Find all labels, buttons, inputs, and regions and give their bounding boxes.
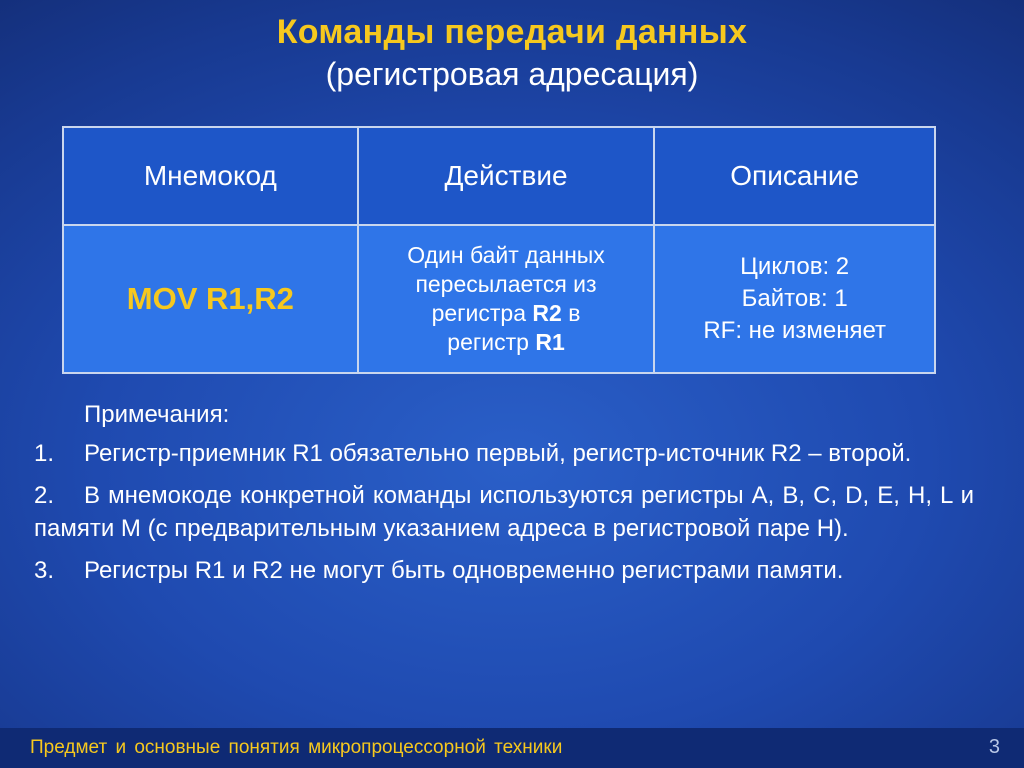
desc-cycles: Циклов: 2	[740, 253, 850, 280]
cell-mnemonic	[63, 225, 358, 373]
action-dest-register: R1	[535, 329, 565, 355]
action-line-2: пересылается из	[415, 271, 597, 297]
table-row	[63, 225, 935, 373]
notes-section	[34, 398, 974, 596]
action-line-4-prefix: регистр	[447, 329, 536, 355]
note-item-2	[34, 479, 974, 545]
note-number: 1.	[34, 440, 55, 467]
cell-action	[358, 225, 655, 373]
note-number: 3.	[34, 557, 55, 584]
header-description: Описание	[654, 127, 935, 225]
command-table	[62, 126, 936, 374]
action-line-3-suffix: в	[561, 300, 581, 326]
table-header-row	[63, 127, 935, 225]
footer-bar	[0, 728, 1024, 768]
slide-subtitle: (регистровая адресация)	[325, 56, 699, 92]
footer-course-title: Предмет и основные понятия микропроцессорной техники	[30, 737, 563, 758]
header-action: Действие	[358, 127, 655, 225]
note-number: 2.	[34, 482, 55, 509]
desc-flags: RF: не изменяет	[703, 317, 886, 344]
action-line-3-prefix: регистра	[431, 300, 533, 326]
cell-description	[654, 225, 935, 373]
mnemonic-text: MOV R1,R2	[126, 281, 294, 316]
note-item-3	[34, 554, 974, 587]
action-line-1: Один байт данных	[407, 242, 605, 268]
note-item-1	[34, 437, 974, 470]
slide-title: Команды передачи данных	[276, 13, 748, 51]
note-text: Регистр-приемник R1 обязательно первый, регистр-источник R2 – второй.	[84, 440, 912, 467]
note-text: В мнемокоде конкретной команды используются регистры A, B, C, D, E, H, L и памяти M (с предварительным указанием адреса в регистровой паре H).	[34, 482, 974, 542]
notes-heading: Примечания:	[84, 401, 230, 428]
header-mnemonic: Мнемокод	[63, 127, 358, 225]
action-source-register: R2	[532, 300, 562, 326]
page-number: 3	[988, 736, 1000, 758]
note-text: Регистры R1 и R2 не могут быть одновременно регистрами памяти.	[84, 557, 844, 584]
slide-title-block	[0, 12, 1024, 94]
desc-bytes: Байтов: 1	[741, 285, 848, 312]
